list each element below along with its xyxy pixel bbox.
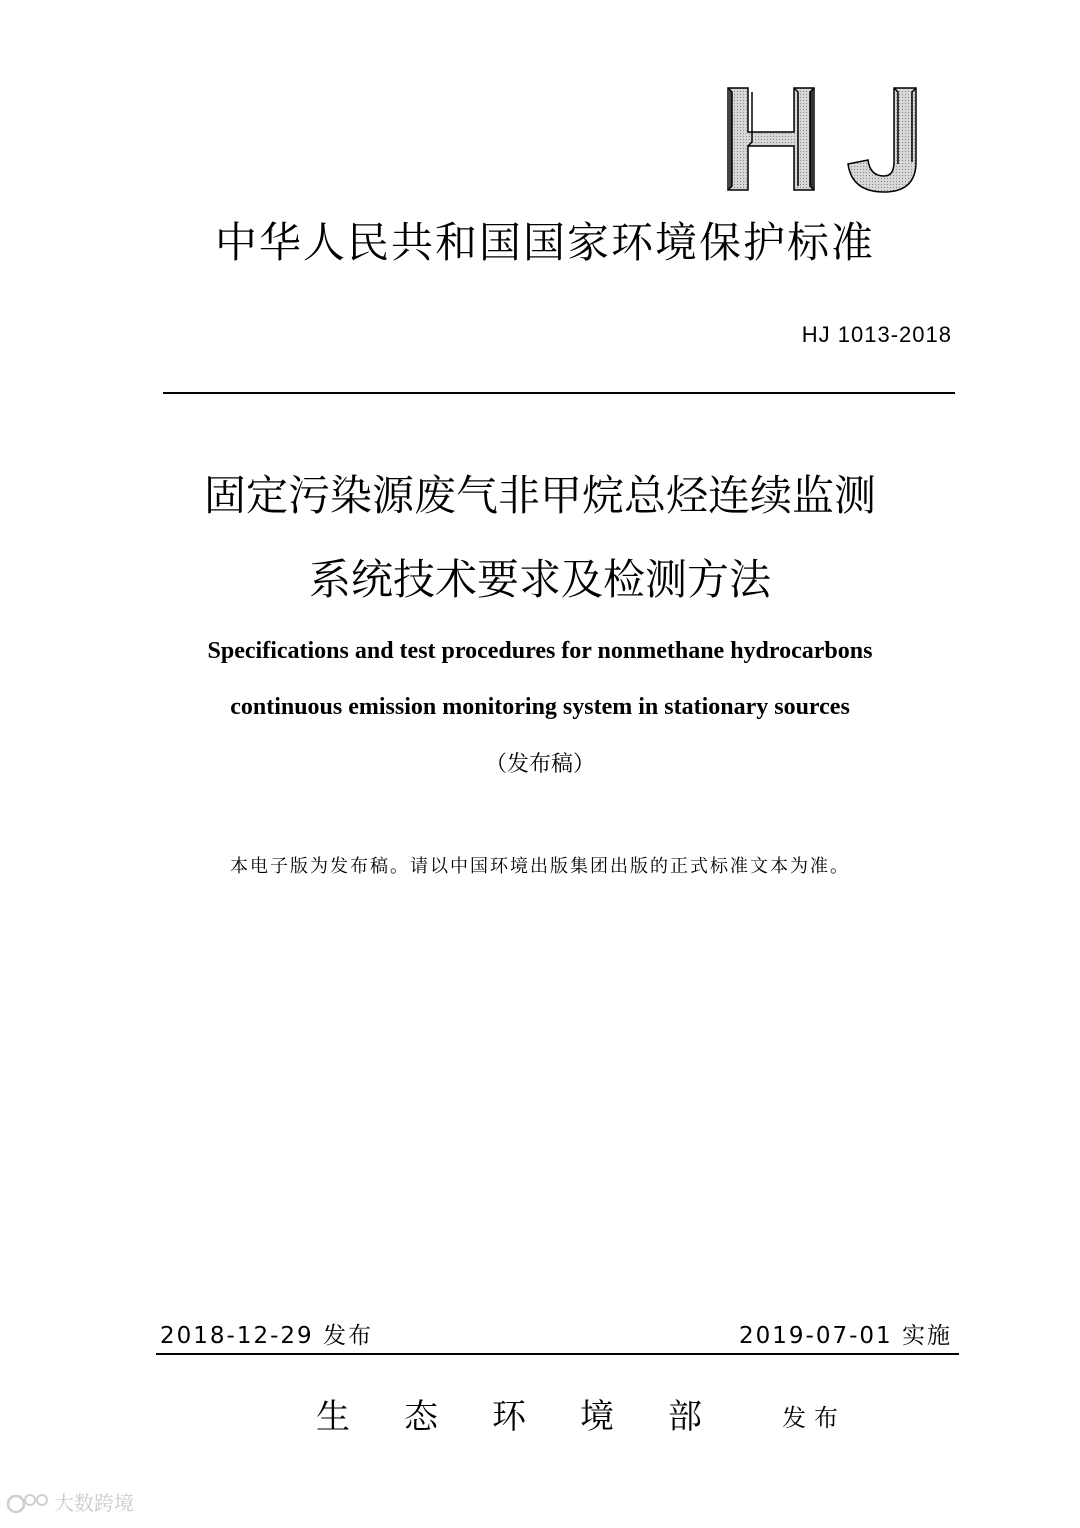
- watermark-logo-icon: [6, 1490, 50, 1516]
- watermark: [6, 1490, 134, 1516]
- watermark-text: 大数跨境: [54, 1491, 134, 1515]
- title-en-line1: Specifications and test procedures for nonmethane hydrocarbons: [207, 638, 873, 664]
- implementation-date: 2019-07-01 实施: [739, 1323, 952, 1349]
- bottom-divider: [156, 1353, 959, 1355]
- title-en-line2: continuous emission monitoring system in stationary sources: [230, 694, 850, 720]
- top-divider: [163, 392, 955, 394]
- hj-logo: [724, 84, 924, 196]
- draft-label: （发布稿）: [484, 752, 595, 777]
- standard-number: HJ 1013-2018: [801, 322, 952, 347]
- organization-title: 中华人民共和国国家环境保护标准: [214, 218, 875, 267]
- title-zh-line1: 固定污染源废气非甲烷总烃连续监测: [203, 471, 876, 520]
- notice-text: 本电子版为发布稿。请以中国环境出版集团出版的正式标准文本为准。: [230, 856, 850, 877]
- publish-label: 发布: [782, 1404, 846, 1432]
- issue-date: 2018-12-29 发布: [160, 1323, 373, 1349]
- publisher-name: 生态环境部: [316, 1397, 756, 1437]
- title-zh-line2: 系统技术要求及检测方法: [308, 555, 771, 604]
